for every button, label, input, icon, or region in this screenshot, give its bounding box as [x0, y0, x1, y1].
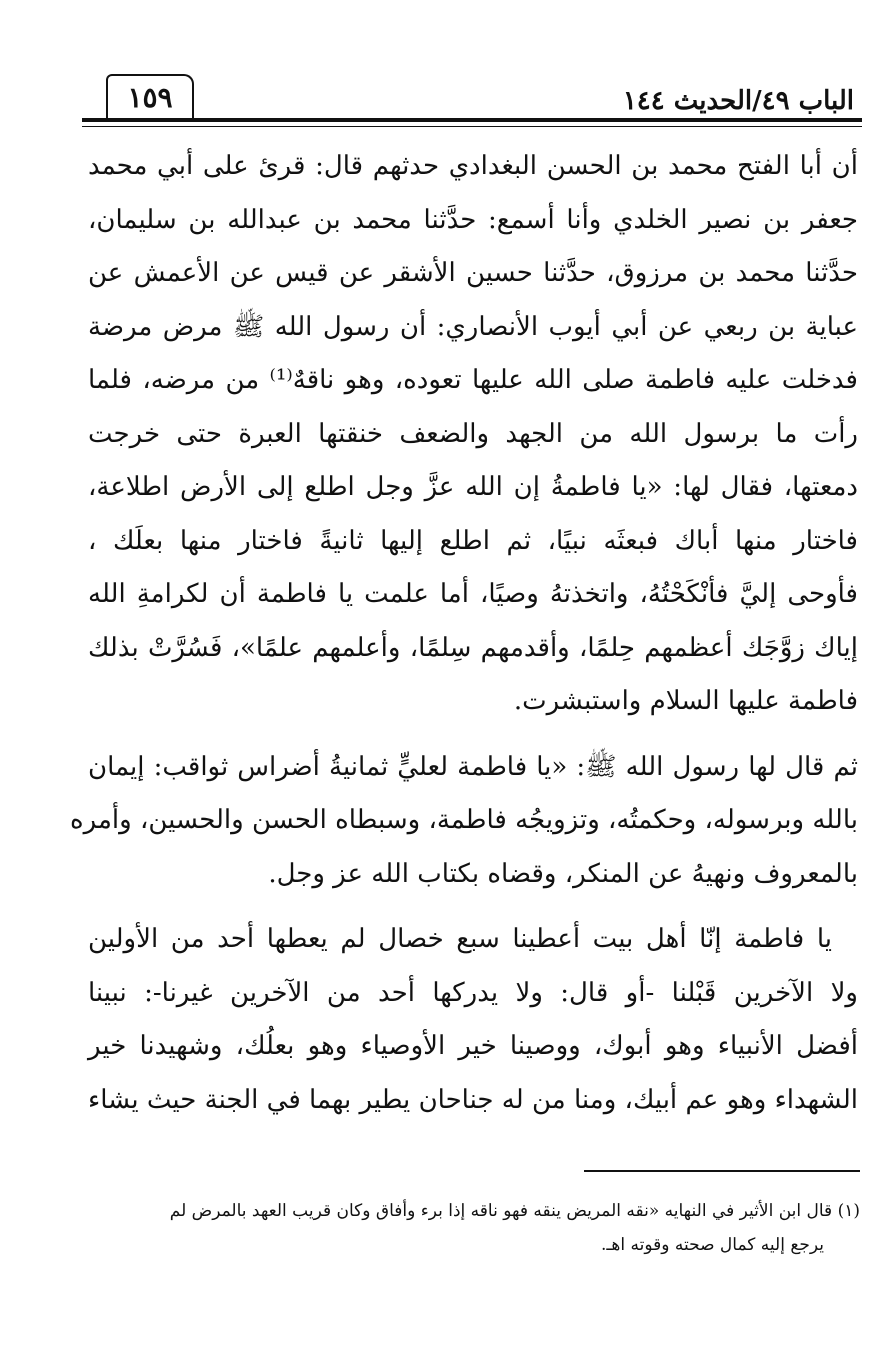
paragraph-1 [88, 140, 858, 729]
footnote-line: يرجع إليه كمال صحته وقوته اهـ. [601, 1235, 824, 1255]
paragraph-3 [88, 913, 858, 1127]
text-line: حدَّثنا محمد بن مرزوق، حدَّثنا حسين الأشقر عن قيس عن الأعمش عن [88, 258, 858, 288]
text-line: ولا الآخرين قَبْلنا -أو قال: ولا يدركها أحد من الآخرين غيرنا-: نبينا [88, 977, 858, 1008]
footnote-line: (١) قال ابن الأثير في النهايه «نقه المريض ينقه فهو ناقه إذا برء وأفاق وكان قريب العهد بالمرض لم [169, 1201, 860, 1221]
main-text [70, 140, 858, 1127]
text-line: دمعتها، فقال لها: «يا فاطمةُ إن الله عزَّ وجل اطلع إلى الأرض اطلاعة، [88, 472, 858, 502]
chapter-hadith-title: الباب ٤٩/الحديث ١٤٤ [622, 86, 854, 116]
text-line: الشهداء وهو عم أبيك، ومنا من له جناحان يطير بهما في الجنة حيث يشاء [88, 1084, 858, 1115]
text-line: فدخلت عليه فاطمة صلى الله عليها تعوده، وهو ناقهٌ⁽¹⁾ من مرضه، فلما [88, 365, 858, 395]
text-line: أفضل الأنبياء وهو أبوك، ووصينا خير الأوصياء وهو بعلُك، وشهيدنا خير [88, 1031, 858, 1061]
text-line: عباية بن ربعي عن أبي أيوب الأنصاري: أن رسول الله ﷺ مرض مرضة [88, 311, 858, 342]
page-number: ١٥٩ [127, 80, 173, 114]
text-line: إياك زوَّجَك أعظمهم حِلمًا، وأقدمهم سِلمًا، وأعلمهم علمًا»، فَسُرَّتْ بذلك [88, 632, 858, 663]
text-line: فاختار منها أباك فبعثَه نبيًا، ثم اطلع إليها ثانيةً فاختار منها بعلَك ، [88, 525, 858, 556]
footnote-separator [584, 1170, 860, 1172]
text-line: يا فاطمة إنّا أهل بيت أعطينا سبع خصال لم يعطها أحد من الأولين [88, 924, 832, 954]
text-line: أن أبا الفتح محمد بن الحسن البغدادي حدثهم قال: قرئ على أبي محمد [88, 151, 858, 181]
header-rule-thin [82, 126, 862, 127]
text-line: فاطمة عليها السلام واستبشرت. [513, 686, 858, 716]
text-line: بالله وبرسوله، وحكمتُه، وتزويجُه فاطمة، وسبطاه الحسن والحسين، وأمره [70, 805, 858, 835]
text-line: فأوحى إليَّ فأنْكَحْتُهُ، واتخذتهُ وصيًا، أما علمت يا فاطمة أن لكرامةِ الله [88, 579, 858, 609]
footnote [88, 1194, 860, 1262]
text-line: رأت ما برسول الله من الجهد والضعف خنقتها العبرة حتى خرجت [88, 418, 858, 449]
page-header [82, 68, 864, 132]
header-rule-thick [82, 118, 862, 122]
paragraph-2 [70, 741, 858, 902]
text-line: بالمعروف ونهيهُ عن المنكر، وقضاه بكتاب الله عز وجل. [268, 858, 858, 889]
text-line: ثم قال لها رسول الله ﷺ: «يا فاطمة لعليٍّ ثمانيةُ أضراس ثواقب: إيمان [88, 751, 858, 782]
text-line: جعفر بن نصير الخلدي وأنا أسمع: حدَّثنا محمد بن عبدالله بن سليمان، [88, 204, 858, 235]
page-number-box [106, 74, 194, 118]
